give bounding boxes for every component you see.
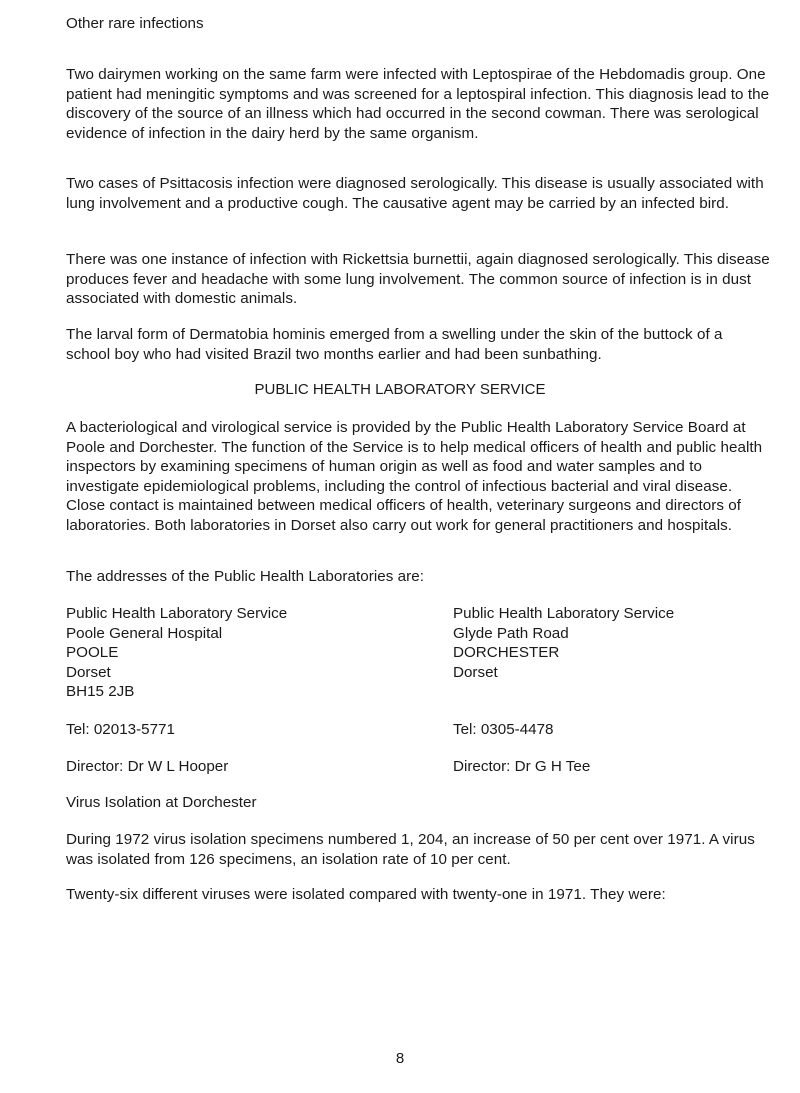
poole-line-1: Public Health Laboratory Service: [66, 605, 288, 622]
paragraph-viruses-list-intro: Twenty-six different viruses were isolated compared with twenty-one in 1971. They were:: [66, 886, 666, 903]
paragraph-rickettsia: There was one instance of infection with Rickettsia burnettii, again diagnosed serologically. This disease produces fever and headache with some lung involvement. The common source of infection is in dust associated with domestic animals.: [66, 251, 770, 307]
poole-line-2: Poole General Hospital: [66, 624, 223, 642]
page-number: 8: [395, 1050, 405, 1067]
poole-line-5: BH15 2JB: [66, 683, 135, 700]
address-dorchester: [453, 604, 674, 682]
poole-director: Director: Dr W L Hooper: [66, 758, 229, 775]
paragraph-dermatobia: The larval form of Dermatobia hominis emerged from a swelling under the skin of the buttock of a school boy who had visited Brazil two months earlier and had been sunbathing.: [66, 326, 723, 363]
dorchester-line-3: DORCHESTER: [453, 644, 560, 661]
dorchester-line-2: Glyde Path Road: [453, 624, 569, 642]
heading-phls: PUBLIC HEALTH LABORATORY SERVICE: [254, 381, 546, 398]
paragraph-phls-service: A bacteriological and virological service is provided by the Public Health Laboratory Service Board at Poole and Dorchester. The function of the Service is to help medical officers of health and public health inspectors by examining specimens of human origin as well as food and water samples and to investigate epidemiological problems, including the control of infectious bacterial and viral disease. Close contact is maintained between medical officers of health, veterinary surgeons and directors of laboratories. Both laboratories in Dorset also carry out work for general practitioners and hospitals.: [66, 419, 763, 534]
poole-line-3: POOLE: [66, 644, 119, 661]
dorchester-line-1: Public Health Laboratory Service: [453, 605, 675, 622]
paragraph-leptospirae: Two dairymen working on the same farm were infected with Leptospirae of the Hebdomadis group. One patient had meningitic symptoms and was screened for a leptospiral infection. This diagnosis lead to the discovery of the source of an illness which had occurred in the second cowman. There was serological evidence of infection in the dairy herd by the same organism.: [66, 66, 770, 142]
poole-line-4: Dorset: [66, 663, 111, 681]
paragraph-virus-specimens: During 1972 virus isolation specimens numbered 1, 204, an increase of 50 per cent over 1971. A virus was isolated from 126 specimens, an isolation rate of 10 per cent.: [66, 831, 755, 868]
paragraph-addresses-intro: The addresses of the Public Health Laboratories are:: [66, 568, 425, 585]
dorchester-director: Director: Dr G H Tee: [453, 758, 591, 775]
virus-isolation-heading: Virus Isolation at Dorchester: [66, 794, 257, 811]
paragraph-psittacosis: Two cases of Psittacosis infection were diagnosed serologically. This disease is usually associated with lung involvement and a productive cough. The causative agent may be carried by an infected bird.: [66, 175, 764, 212]
address-poole: [66, 604, 287, 702]
section-title: Other rare infections: [66, 15, 204, 32]
dorchester-line-4: Dorset: [453, 663, 498, 681]
poole-tel: Tel: 02013-5771: [66, 721, 175, 738]
dorchester-tel: Tel: 0305-4478: [453, 721, 554, 738]
